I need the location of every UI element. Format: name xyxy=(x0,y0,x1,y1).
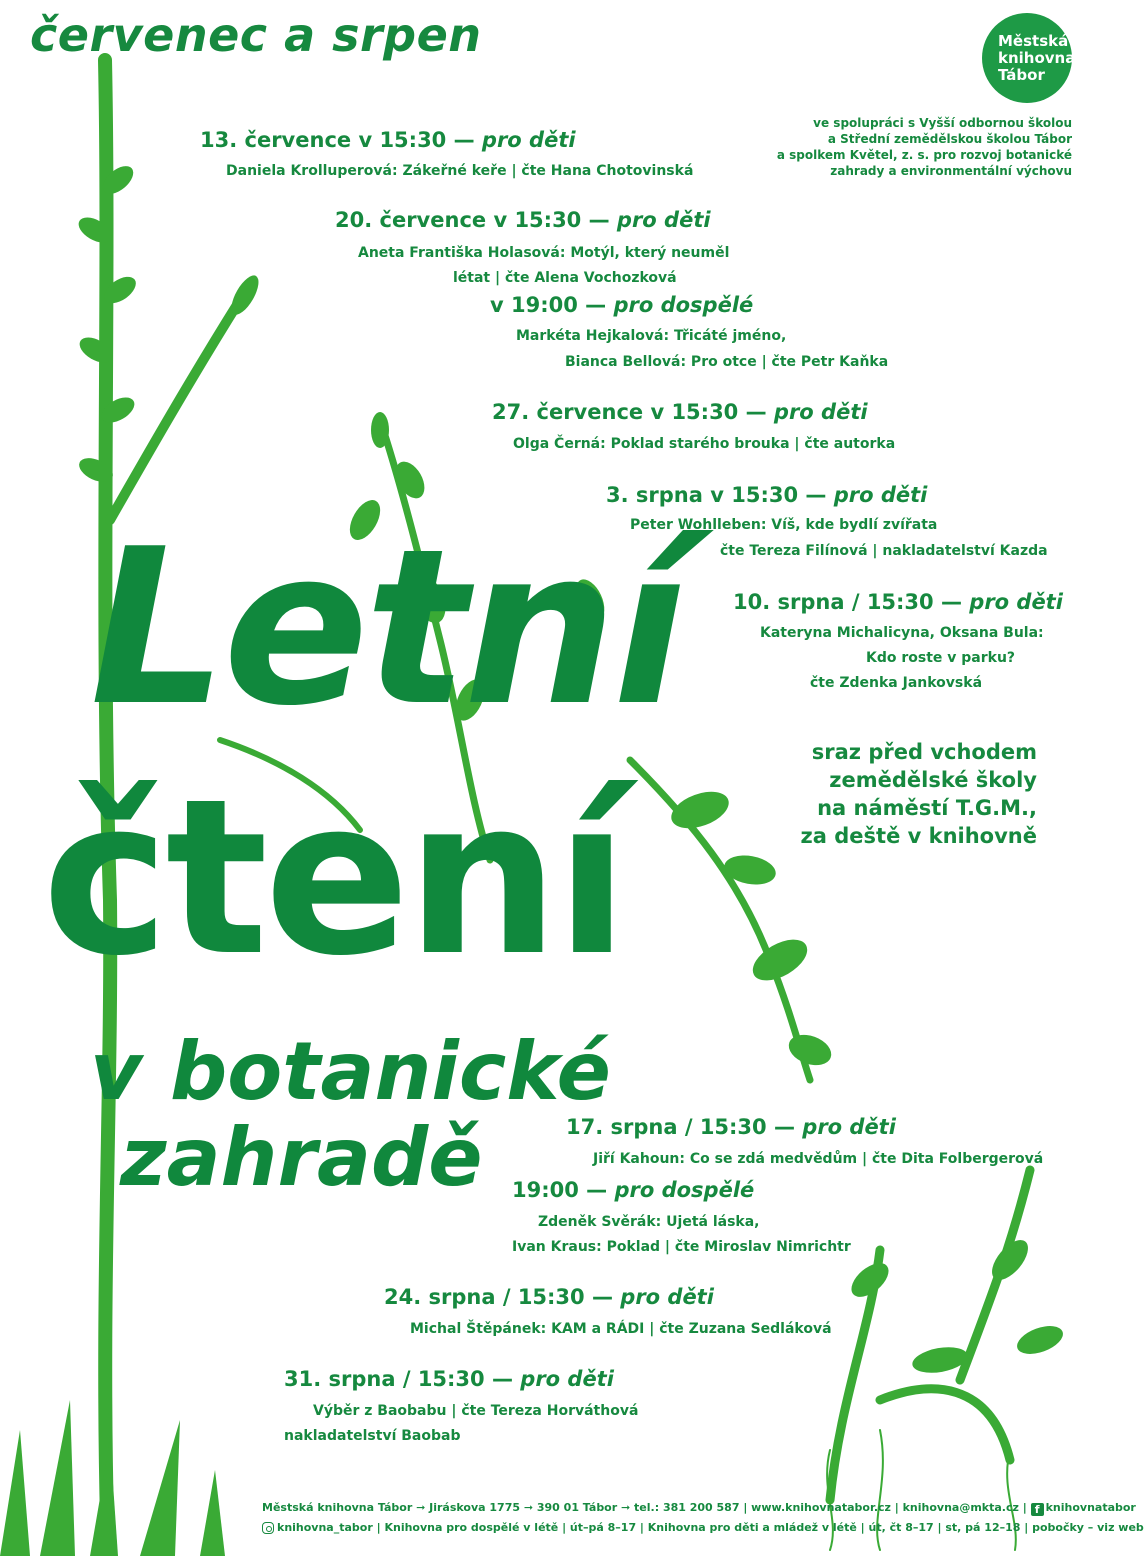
event-audience: pro děti xyxy=(969,590,1063,614)
cooperation-line: a Střední zemědělskou školou Tábor xyxy=(827,132,1072,146)
event-audience: pro děti xyxy=(620,1285,714,1309)
cooperation-note xyxy=(742,115,1072,179)
months-heading: červenec a srpen xyxy=(30,8,482,62)
event-date: 13. července v 15:30 — pro děti xyxy=(200,128,576,152)
event-desc: Výběr z Baobabu | čte Tereza Horváthová xyxy=(313,1403,639,1419)
event-date: v 19:00 — pro dospělé xyxy=(490,293,754,317)
event-desc: čte Zdenka Jankovská xyxy=(810,675,983,691)
event-date: 20. července v 15:30 — pro děti xyxy=(335,208,711,232)
event-desc: Peter Wohlleben: Víš, kde bydlí zvířata xyxy=(630,517,938,533)
event-desc: Ivan Kraus: Poklad | čte Miroslav Nimrichtr xyxy=(512,1239,851,1255)
event-audience: pro děti xyxy=(833,483,928,507)
event-audience: pro děti xyxy=(520,1367,614,1391)
event-date: 31. srpna / 15:30 — pro děti xyxy=(284,1367,614,1391)
event-desc: Michal Štěpánek: KAM a RÁDI | čte Zuzana Sedláková xyxy=(410,1321,832,1337)
meeting-line: na náměstí T.G.M., xyxy=(817,796,1037,820)
event-desc: Kateryna Michalicyna, Oksana Bula: xyxy=(760,625,1044,641)
meeting-point xyxy=(727,738,1037,850)
event-desc: létat | čte Alena Vochozková xyxy=(453,270,677,286)
cooperation-line: ve spolupráci s Vyšší odbornou školou xyxy=(813,116,1072,130)
event-desc: Aneta Františka Holasová: Motýl, který neuměl xyxy=(358,245,730,261)
event-date: 19:00 — pro dospělé xyxy=(512,1178,755,1202)
title-line-3: v botanické xyxy=(90,1025,611,1118)
event-desc: Markéta Hejkalová: Třicáté jméno, xyxy=(516,328,787,344)
footer-line-2 xyxy=(262,1521,1144,1534)
event-desc: Kdo roste v parku? xyxy=(866,650,1016,666)
title-line-4: zahradě xyxy=(120,1111,483,1204)
event-audience: pro děti xyxy=(616,208,711,232)
footer-contact: Městská knihovna Tábor ➞ Jiráskova 1775 ➞ 390 01 Tábor ➞ tel.: 381 200 587 | www.knihovnatabor.cz | knihovna@mkta.cz | xyxy=(262,1501,1027,1514)
event-date: 3. srpna v 15:30 — pro děti xyxy=(606,483,928,507)
title-line-1: Letní xyxy=(90,502,683,753)
logo-line-3: Tábor xyxy=(998,66,1045,84)
meeting-line: zemědělské školy xyxy=(829,768,1037,792)
event-audience: pro děti xyxy=(802,1115,896,1139)
footer-hours: | Knihovna pro dospělé v létě | út–pá 8–17 | Knihovna pro děti a mládež v létě | út, čt 8–17 | st, pá 12–18 | pobočky – viz web xyxy=(376,1521,1144,1534)
facebook-handle[interactable]: knihovnatabor xyxy=(1045,1501,1136,1514)
meeting-line: sraz před vchodem xyxy=(811,740,1037,764)
event-desc: čte Tereza Filínová | nakladatelství Kazda xyxy=(720,543,1048,559)
facebook-icon: f xyxy=(1031,1503,1044,1516)
event-audience: pro dospělé xyxy=(614,1178,755,1202)
event-desc: Daniela Krolluperová: Zákeřné keře | čte Hana Chotovinská xyxy=(226,163,694,179)
logo-line-2: knihovna xyxy=(998,49,1076,67)
event-desc: nakladatelství Baobab xyxy=(284,1428,461,1444)
event-date: 27. července v 15:30 — pro děti xyxy=(492,400,868,424)
event-desc: Olga Černá: Poklad starého brouka | čte autorka xyxy=(513,436,896,452)
event-date: 10. srpna / 15:30 — pro děti xyxy=(733,590,1063,614)
event-audience: pro dospělé xyxy=(613,293,754,317)
bottom-right-plant xyxy=(830,1170,1030,1500)
event-audience: pro děti xyxy=(773,400,868,424)
cooperation-line: zahrady a environmentální výchovu xyxy=(830,164,1072,178)
event-audience: pro děti xyxy=(481,128,576,152)
footer-line-1 xyxy=(262,1501,1136,1516)
meeting-line: za deště v knihovně xyxy=(800,824,1037,848)
title-line-2: čtení xyxy=(42,752,625,1003)
instagram-handle[interactable]: knihovna_tabor xyxy=(277,1521,373,1534)
event-desc: Bianca Bellová: Pro otce | čte Petr Kaňka xyxy=(565,354,889,370)
library-logo xyxy=(982,13,1076,103)
event-desc: Zdeněk Svěrák: Ujetá láska, xyxy=(538,1214,760,1230)
instagram-icon xyxy=(262,1522,274,1534)
logo-line-1: Městská xyxy=(998,32,1069,50)
event-desc: Jiří Kahoun: Co se zdá medvědům | čte Dita Folbergerová xyxy=(593,1151,1044,1167)
event-date: 24. srpna / 15:30 — pro děti xyxy=(384,1285,714,1309)
cooperation-line: a spolkem Květel, z. s. pro rozvoj botanické xyxy=(776,148,1072,162)
event-date: 17. srpna / 15:30 — pro děti xyxy=(566,1115,896,1139)
